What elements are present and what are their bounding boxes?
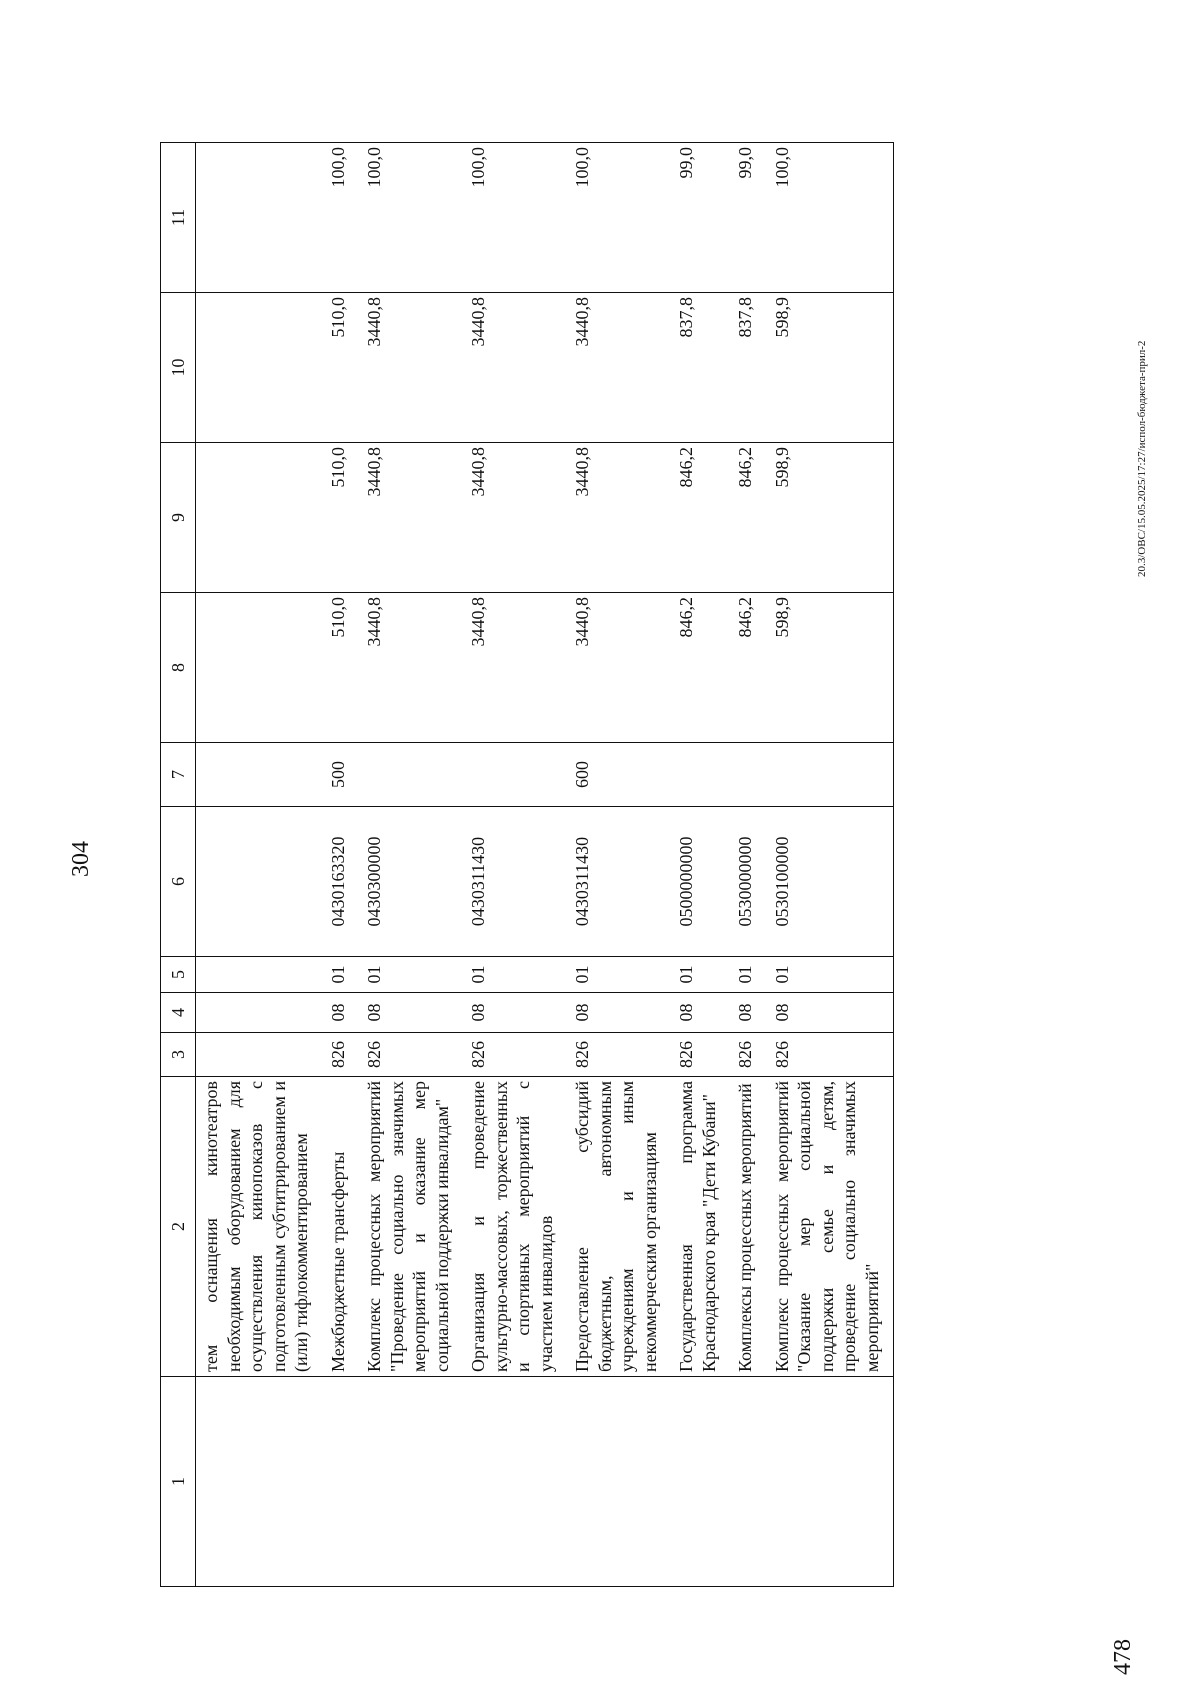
value-col9: 3440,8	[463, 443, 567, 593]
value-col8: 3440,8	[359, 593, 463, 743]
row-number-cell	[196, 1377, 323, 1587]
target-article: 0430311430	[463, 807, 567, 957]
section-code: 08	[567, 993, 671, 1033]
target-article: 0430163320	[323, 807, 360, 957]
section-code	[196, 993, 323, 1033]
value-col8: 846,2	[671, 593, 730, 743]
table-row	[567, 143, 671, 1587]
row-name: Комплекс процессных мероприятий "Проведение социально значимых мероприятий и оказание мер социальной поддержки инвалидам"	[359, 1077, 463, 1377]
expense-type	[730, 743, 767, 807]
admin-code: 826	[730, 1033, 767, 1077]
row-name: Комплексы процессных мероприятий	[730, 1077, 767, 1377]
value-col9: 3440,8	[567, 443, 671, 593]
col-header: 4	[161, 993, 196, 1033]
admin-code: 826	[767, 1033, 894, 1077]
row-number-cell	[323, 1377, 360, 1587]
col-header: 5	[161, 957, 196, 993]
section-code: 08	[767, 993, 894, 1033]
subsection-code: 01	[359, 957, 463, 993]
expense-type	[671, 743, 730, 807]
col-header: 6	[161, 807, 196, 957]
col-header: 11	[161, 143, 196, 293]
table-row	[671, 143, 730, 1587]
percent-col11: 99,0	[730, 143, 767, 293]
subsection-code: 01	[323, 957, 360, 993]
col-header: 8	[161, 593, 196, 743]
percent-col11: 100,0	[567, 143, 671, 293]
col-header: 1	[161, 1377, 196, 1587]
row-number-cell	[730, 1377, 767, 1587]
row-name: Государственная программа Краснодарского края "Дети Кубани"	[671, 1077, 730, 1377]
subsection-code: 01	[671, 957, 730, 993]
value-col10: 837,8	[671, 293, 730, 443]
percent-col11: 100,0	[767, 143, 894, 293]
percent-col11: 100,0	[323, 143, 360, 293]
row-name: Предоставление субсидий бюджетным, автономным учреждениям и иным некоммерческим организациям	[567, 1077, 671, 1377]
value-col10: 598,9	[767, 293, 894, 443]
value-col8	[196, 593, 323, 743]
row-number-cell	[463, 1377, 567, 1587]
percent-col11: 99,0	[671, 143, 730, 293]
row-number-cell	[359, 1377, 463, 1587]
section-code: 08	[463, 993, 567, 1033]
row-name: Организация и проведение культурно-массовых, торжественных и спортивных мероприятий с участием инвалидов	[463, 1077, 567, 1377]
value-col9: 846,2	[730, 443, 767, 593]
target-article	[196, 807, 323, 957]
value-col8: 510,0	[323, 593, 360, 743]
budget-table	[160, 142, 894, 1587]
value-col10: 510,0	[323, 293, 360, 443]
col-header: 2	[161, 1077, 196, 1377]
value-col9: 846,2	[671, 443, 730, 593]
section-code: 08	[359, 993, 463, 1033]
table-row	[359, 143, 463, 1587]
value-col8: 3440,8	[567, 593, 671, 743]
subsection-code: 01	[567, 957, 671, 993]
table-row	[767, 143, 894, 1587]
value-col10: 3440,8	[567, 293, 671, 443]
row-number-cell	[567, 1377, 671, 1587]
value-col10: 837,8	[730, 293, 767, 443]
section-code: 08	[323, 993, 360, 1033]
col-header: 7	[161, 743, 196, 807]
section-code: 08	[730, 993, 767, 1033]
target-article: 0530000000	[730, 807, 767, 957]
target-article: 0500000000	[671, 807, 730, 957]
value-col8: 846,2	[730, 593, 767, 743]
subsection-code	[196, 957, 323, 993]
expense-type: 600	[567, 743, 671, 807]
row-name: тем оснащения кинотеатров необходимым оборудованием для осуществления кинопоказов с подготовленным субтитрированием и (или) тифлокомментированием	[196, 1077, 323, 1377]
table-row	[463, 143, 567, 1587]
col-header: 3	[161, 1033, 196, 1077]
admin-code: 826	[671, 1033, 730, 1077]
percent-col11: 100,0	[463, 143, 567, 293]
target-article: 0530100000	[767, 807, 894, 957]
value-col10: 3440,8	[359, 293, 463, 443]
document-stamp: 20.3/ОВС/15.05.2025/17:27/испол-бюджета-прил-2	[1136, 340, 1148, 577]
admin-code: 826	[463, 1033, 567, 1077]
target-article: 0430311430	[567, 807, 671, 957]
subsection-code: 01	[463, 957, 567, 993]
admin-code: 826	[323, 1033, 360, 1077]
admin-code: 826	[567, 1033, 671, 1077]
expense-type	[196, 743, 323, 807]
value-col9	[196, 443, 323, 593]
subsection-code: 01	[767, 957, 894, 993]
expense-type	[767, 743, 894, 807]
header-row	[161, 143, 196, 1587]
table-row	[323, 143, 360, 1587]
row-number-cell	[767, 1377, 894, 1587]
value-col9: 598,9	[767, 443, 894, 593]
section-code: 08	[671, 993, 730, 1033]
row-number-cell	[671, 1377, 730, 1587]
admin-code: 826	[359, 1033, 463, 1077]
value-col8: 3440,8	[463, 593, 567, 743]
percent-col11: 100,0	[359, 143, 463, 293]
expense-type	[463, 743, 567, 807]
value-col9: 510,0	[323, 443, 360, 593]
value-col10: 3440,8	[463, 293, 567, 443]
sheet-number: 478	[1110, 1639, 1136, 1675]
page-number: 304	[68, 841, 94, 877]
percent-col11	[196, 143, 323, 293]
value-col9: 3440,8	[359, 443, 463, 593]
subsection-code: 01	[730, 957, 767, 993]
admin-code	[196, 1033, 323, 1077]
expense-type	[359, 743, 463, 807]
expense-type: 500	[323, 743, 360, 807]
value-col8: 598,9	[767, 593, 894, 743]
target-article: 0430300000	[359, 807, 463, 957]
table-row	[730, 143, 767, 1587]
row-name: Межбюджетные трансферты	[323, 1077, 360, 1377]
table-row	[196, 143, 323, 1587]
col-header: 9	[161, 443, 196, 593]
row-name: Комплекс процессных мероприятий "Оказание мер социальной поддержки семье и детям, проведение социально значимых мероприятий"	[767, 1077, 894, 1377]
col-header: 10	[161, 293, 196, 443]
value-col10	[196, 293, 323, 443]
